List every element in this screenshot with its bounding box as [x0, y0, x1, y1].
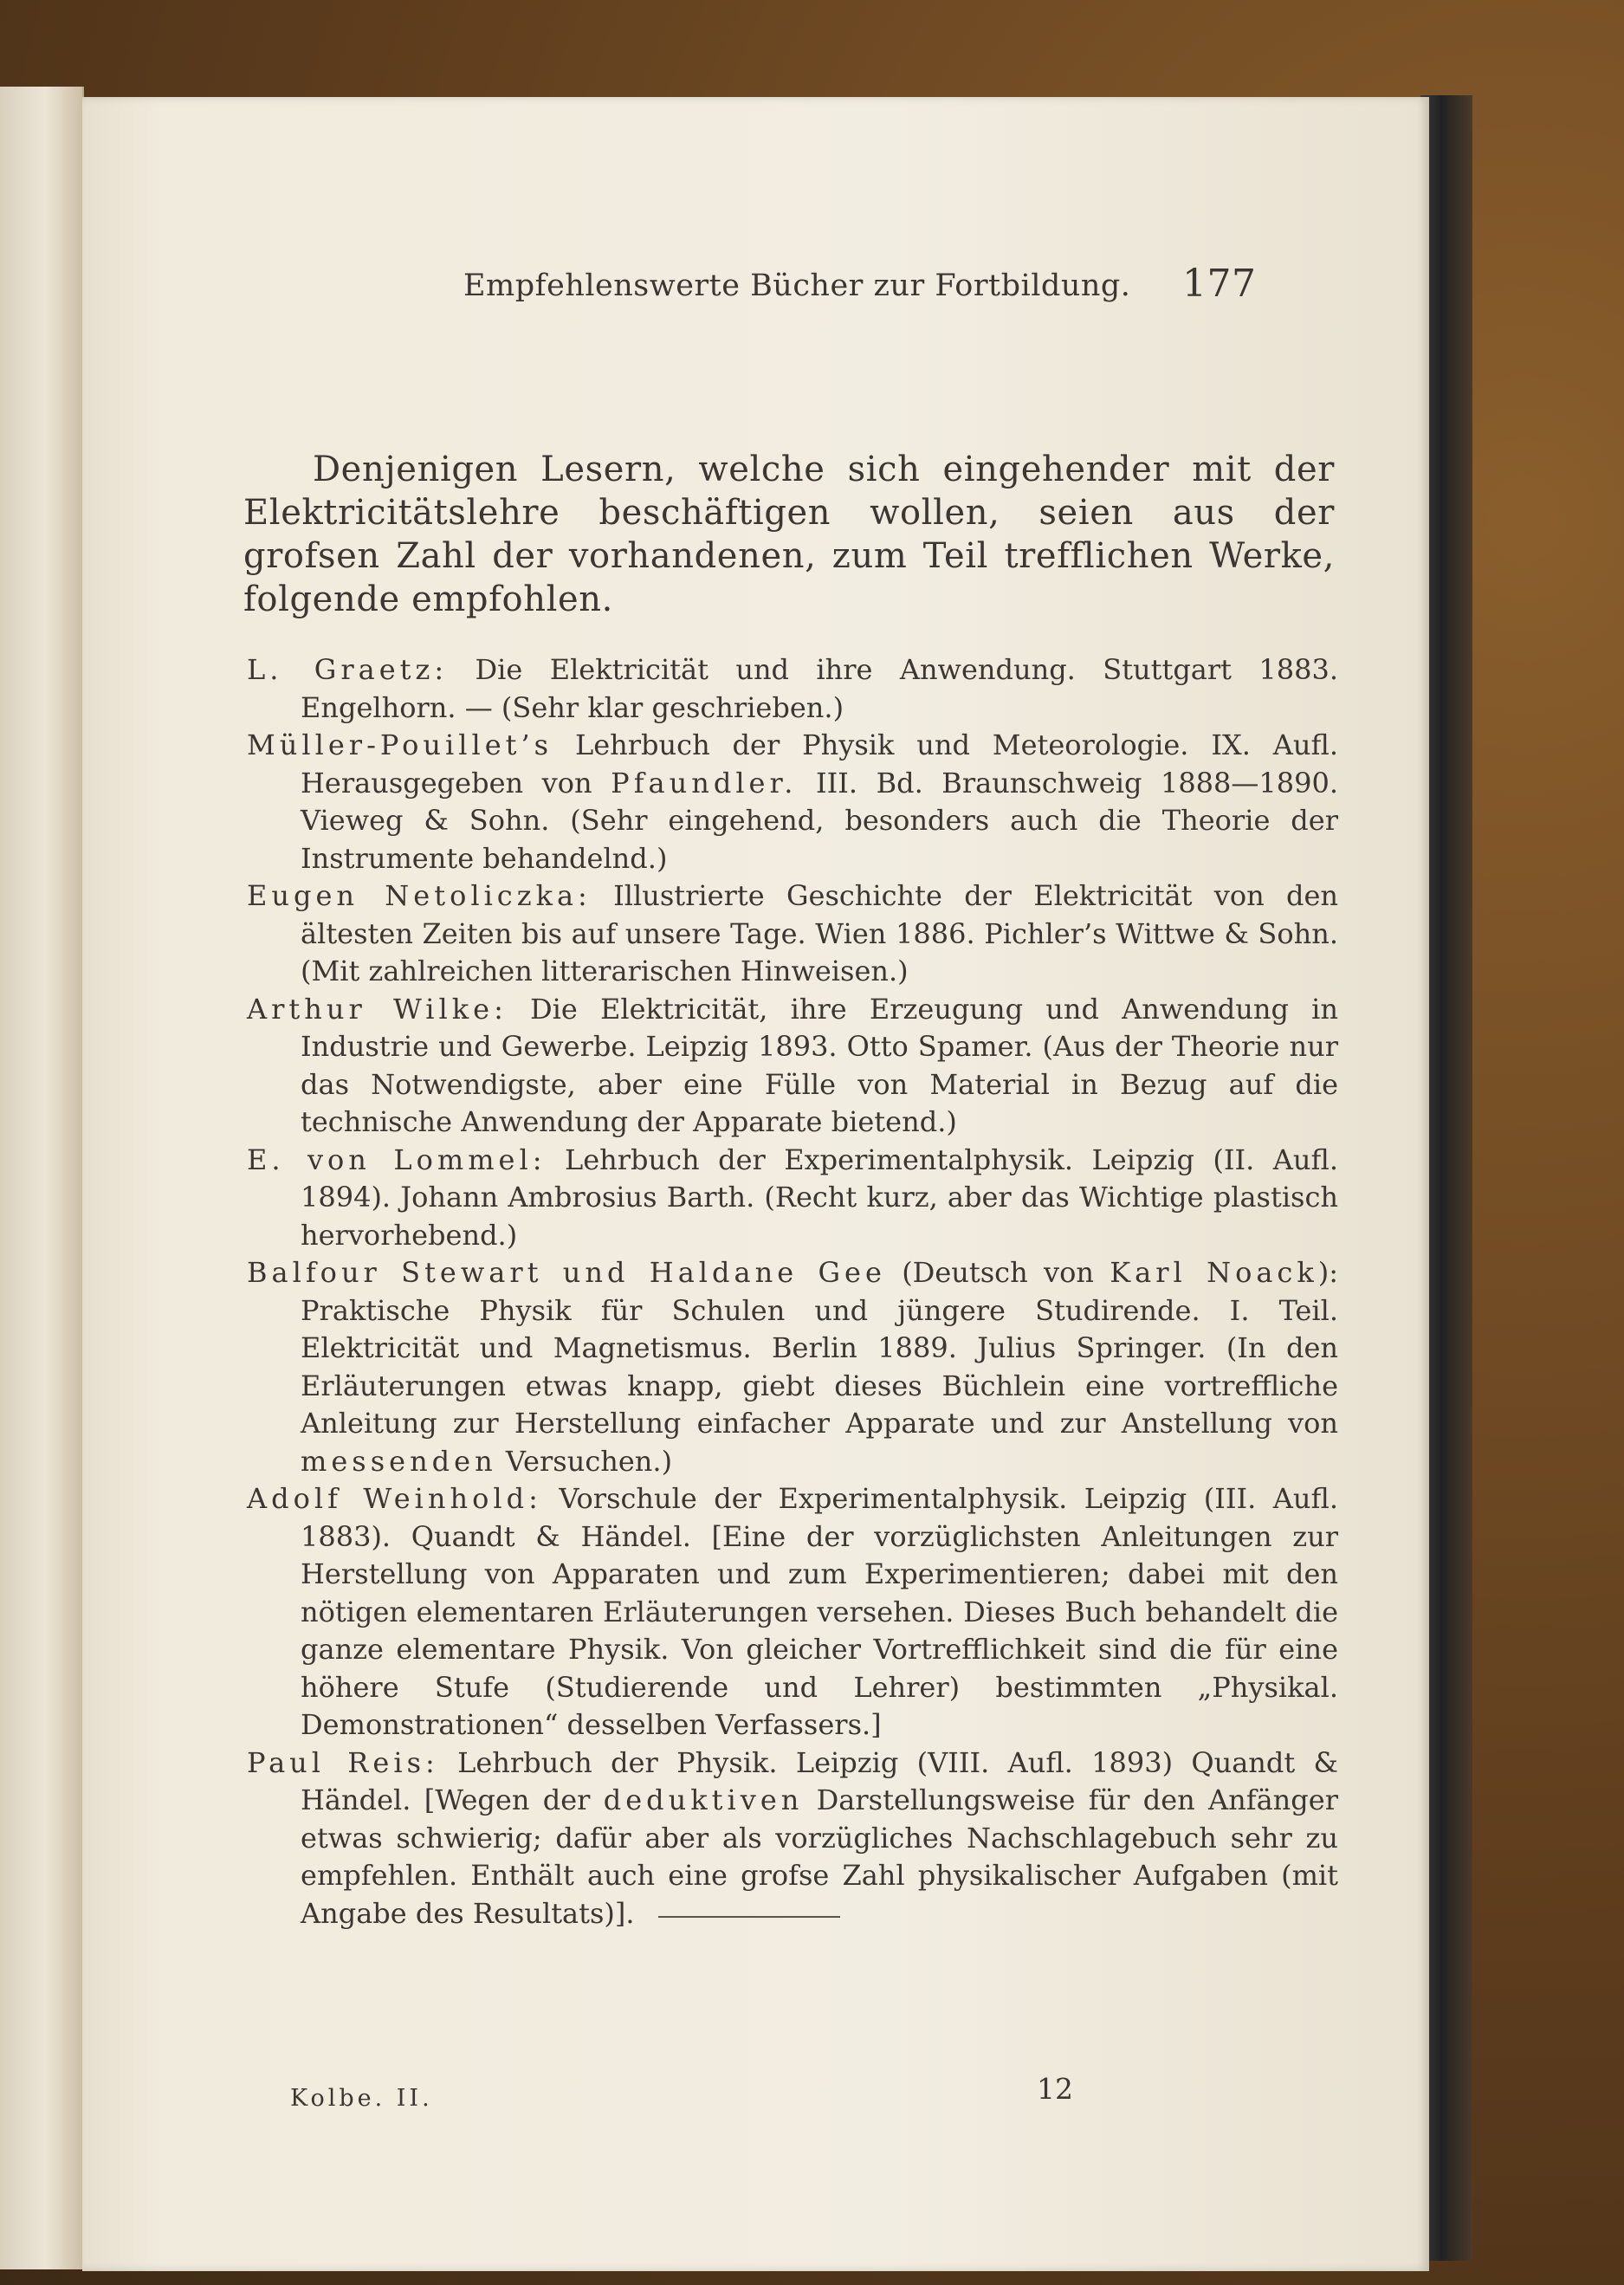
- book-page: [82, 97, 1429, 2271]
- entry-text: (Deutsch von: [885, 1256, 1110, 1289]
- entry-text: Lehrbuch der Experimentalphysik. Leipzig (II. Aufl. 1894). Johann Ambrosius Barth. (Recht kurz, aber das Wichtige plastisch hervorhebend.): [301, 1142, 1339, 1252]
- entry-author: Balfour Stewart und Haldane Gee: [247, 1256, 886, 1289]
- entry-text: Lehrbuch der Physik und Meteorologie. IX. Aufl. Herausgegeben von: [301, 728, 1338, 799]
- sheet-number: 12: [1037, 2072, 1073, 2106]
- bibliography-entry: [247, 1744, 1338, 1933]
- entry-author: Adolf Weinhold:: [247, 1482, 542, 1515]
- intro-paragraph: Denjenigen Lesern, welche sich eingehender mit der Elektricitätslehre beschäftigen wollen, seien aus der grofsen Zahl der vorhandenen, zum Teil trefflichen Werke, folgende empfohlen.: [243, 450, 1335, 619]
- entry-spaced-name: Karl Noack: [1110, 1256, 1318, 1289]
- bibliography-entry: [247, 1480, 1338, 1744]
- bibliography-entry: [247, 1142, 1338, 1255]
- entry-text: Darstellungsweise für den Anfänger etwas schwierig; dafür aber als vorzügliches Nachschlagebuch sehr zu empfehlen. Enthält auch eine grofse Zahl physikalischer Aufgaben (mit Angabe des Resultats)].: [301, 1783, 1339, 1930]
- entry-text: Illustrierte Geschichte der Elektricität von den ältesten Zeiten bis auf unsere Tage. Wien 1886. Pichler’s Wittwe & Sohn. (Mit zahlreichen litterarischen Hinweisen.): [301, 879, 1339, 987]
- entry-spaced-word: messenden: [301, 1444, 497, 1478]
- signature-mark: Kolbe. II.: [290, 2085, 433, 2112]
- entry-author: Eugen Netoliczka:: [247, 879, 592, 912]
- facing-page-edge: [0, 87, 84, 2269]
- bibliography-entry: [247, 877, 1338, 991]
- entry-author: L. Graetz:: [247, 653, 449, 686]
- bibliography-entry: [247, 651, 1338, 727]
- entry-text: ): Praktische Physik für Schulen und jüngere Studirende. I. Teil. Elektricität und Magnetismus. Berlin 1889. Julius Springer. (In den Erläuterungen etwas knapp, giebt dieses Büchlein eine vortreffliche Anleitung zur Herstellung einfacher Apparate und zur Anstellung von: [301, 1256, 1339, 1440]
- entry-text: Vorschule der Experimentalphysik. Leipzig (III. Aufl. 1883). Quandt & Händel. [Eine der vorzüglichsten Anleitungen zur Herstellung von Apparaten und zum Experimentieren; dabei mit den nötigen elementaren Erläuterungen versehen. Dieses Buch behandelt die ganze elementare Physik. Von gleicher Vortrefflichkeit sind die für eine höhere Stufe (Studierende und Lehrer) bestimmten „Physikal. Demonstrationen“ desselben Verfassers.]: [301, 1482, 1339, 1741]
- entry-text: Versuchen.): [496, 1444, 673, 1478]
- bibliography-list: [247, 651, 1338, 1932]
- page-number: 177: [1182, 262, 1257, 306]
- entry-author: Paul Reis:: [247, 1745, 439, 1779]
- bibliography-entry: [247, 991, 1338, 1142]
- entry-author: Arthur Wilke:: [247, 992, 508, 1026]
- bibliography-entry: [247, 727, 1338, 877]
- entry-author: Müller-Pouillet’s: [247, 728, 553, 761]
- entry-spaced-word: deduktiven: [603, 1783, 804, 1816]
- entry-text: Die Elektricität und ihre Anwendung. Stuttgart 1883. Engelhorn. — (Sehr klar geschrieben.): [301, 653, 1338, 724]
- entry-text: Die Elektricität, ihre Erzeugung und Anwendung in Industrie und Gewerbe. Leipzig 1893. Otto Spamer. (Aus der Theorie nur das Notwendigste, aber eine Fülle von Material in Bezug auf die technische Anwendung der Apparate bietend.): [301, 992, 1339, 1138]
- entry-text: Lehrbuch der Physik. Leipzig (VIII. Aufl. 1893) Quandt & Händel. [Wegen der: [301, 1745, 1339, 1816]
- section-rule: [658, 1916, 840, 1918]
- running-title: Empfehlenswerte Bücher zur Fortbildung.: [463, 269, 1131, 303]
- entry-spaced-name: Pfaundler.: [611, 766, 798, 799]
- entry-author: E. von Lommel:: [247, 1142, 547, 1176]
- entry-text: III. Bd. Braunschweig 1888—1890. Vieweg & Sohn. (Sehr eingehend, besonders auch die Theorie der Instrumente behandelnd.): [301, 766, 1339, 875]
- bibliography-entry: [247, 1254, 1338, 1480]
